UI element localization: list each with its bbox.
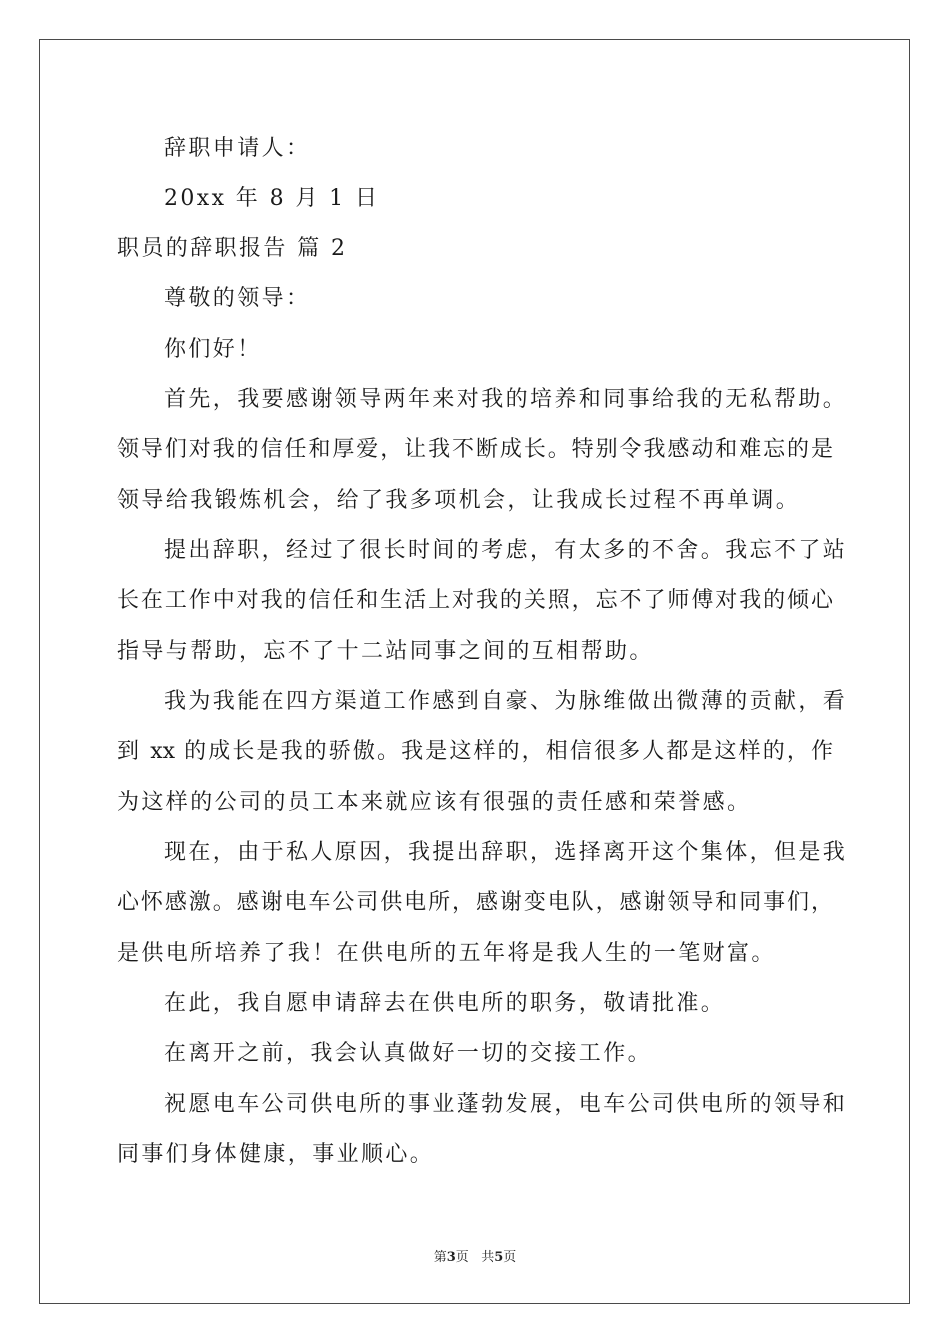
paragraph-line: 到 xx 的成长是我的骄傲。我是这样的，相信很多人都是这样的，作: [117, 739, 833, 764]
page-footer: [0, 1249, 950, 1267]
paragraph-line: 在此，我自愿申请辞去在供电所的职务，敬请批准。: [164, 991, 726, 1016]
salutation: 尊敬的领导：: [164, 286, 311, 311]
total-prefix: 共: [481, 1250, 495, 1265]
page-suffix: 页: [455, 1250, 469, 1265]
paragraph-line: 心怀感激。感谢电车公司供电所，感谢变电队，感谢领导和同事们，: [117, 890, 833, 915]
paragraph-line: 首先，我要感谢领导两年来对我的培养和同事给我的无私帮助。: [164, 387, 848, 412]
total-pages: 5: [494, 1250, 504, 1265]
paragraph-line: 指导与帮助，忘不了十二站同事之间的互相帮助。: [117, 639, 654, 664]
section-title: 职员的辞职报告 篇 2: [117, 236, 348, 261]
paragraph-line: 提出辞职，经过了很长时间的考虑，有太多的不舍。我忘不了站: [164, 538, 848, 563]
paragraph-line: 同事们身体健康，事业顺心。: [117, 1142, 435, 1167]
paragraph-line: 领导给我锻炼机会，给了我多项机会，让我成长过程不再单调。: [117, 488, 801, 513]
paragraph-line: 领导们对我的信任和厚爱，让我不断成长。特别令我感动和难忘的是: [117, 437, 833, 462]
date-line: 20xx 年 8 月 1 日: [164, 186, 380, 211]
total-suffix: 页: [503, 1250, 517, 1265]
paragraph-line: 在离开之前，我会认真做好一切的交接工作。: [164, 1041, 653, 1066]
paragraph-line: 我为我能在四方渠道工作感到自豪、为脉维做出微薄的贡献，看: [164, 689, 848, 714]
paragraph-line: 现在，由于私人原因，我提出辞职，选择离开这个集体，但是我: [164, 840, 848, 865]
paragraph-line: 为这样的公司的员工本来就应该有很强的责任感和荣誉感。: [117, 790, 752, 815]
signature-label: 辞职申请人：: [164, 136, 311, 161]
page-prefix: 第: [433, 1250, 447, 1265]
greeting: 你们好！: [164, 337, 262, 362]
paragraph-line: 是供电所培养了我！在供电所的五年将是我人生的一笔财富。: [117, 941, 776, 966]
paragraph-line: 祝愿电车公司供电所的事业蓬勃发展，电车公司供电所的领导和: [164, 1092, 848, 1117]
paragraph-line: 长在工作中对我的信任和生活上对我的关照，忘不了师傅对我的倾心: [117, 588, 833, 613]
page-number: 3: [446, 1250, 456, 1265]
